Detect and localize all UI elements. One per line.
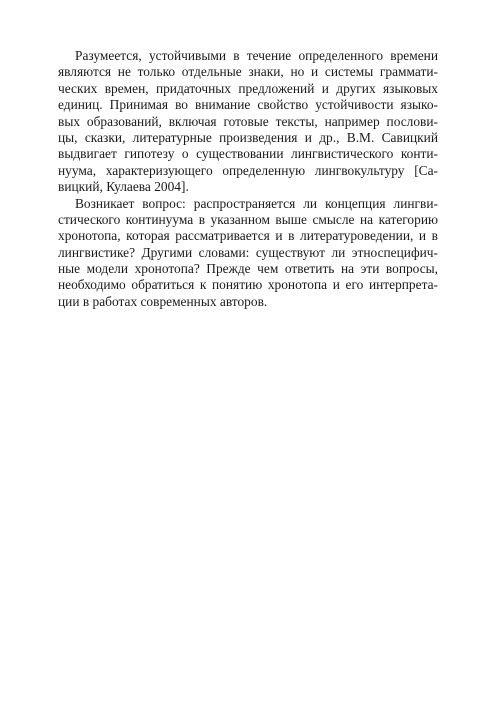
- paragraph-2-line-4: лингвистике? Другими словами: существуют ли этноспецифич-: [58, 244, 438, 260]
- paragraph-2-line-1: Возникает вопрос: распространяется ли концепция лингви-: [75, 195, 438, 211]
- paragraph-1-line-6: цы, сказки, литературные произведения и др., В.М. Савицкий: [58, 129, 438, 145]
- paragraph-1-line-7: выдвигает гипотезу о существовании лингвистического конти-: [58, 146, 438, 162]
- body-text: [58, 48, 438, 310]
- paragraph-1-line-1: Разумеется, устойчивыми в течение определенного времени: [75, 48, 438, 63]
- paragraph-1-line-3: ческих времен, придаточных предложений и других языковых: [58, 80, 438, 96]
- paragraph-2-line-2: стического континуума в указанном выше смысле на категорию: [58, 211, 438, 227]
- paragraph-2-line-6: необходимо обратиться к понятию хронотопа и его интерпрета-: [58, 277, 438, 293]
- paragraph-1-line-8: нуума, характеризующего определенную лингвокультуру [Са-: [58, 162, 438, 178]
- paragraph-1-line-4: единиц. Принимая во внимание свойство устойчивости языко-: [58, 97, 438, 113]
- paragraph-2-line-7: ции в работах современных авторов.: [58, 293, 268, 309]
- paragraph-1-line-2: являются не только отдельные знаки, но и системы граммати-: [58, 64, 438, 80]
- paragraph-1-line-9: вицкий, Кулаева 2004].: [58, 179, 189, 195]
- paragraph-1-line-5: вых образований, включая готовые тексты, например послови-: [58, 113, 438, 129]
- paragraph-2-line-3: хронотопа, которая рассматривается и в литературоведении, и в: [58, 228, 438, 244]
- paragraph-2-line-5: ные модели хронотопа? Прежде чем ответить на эти вопросы,: [58, 261, 438, 277]
